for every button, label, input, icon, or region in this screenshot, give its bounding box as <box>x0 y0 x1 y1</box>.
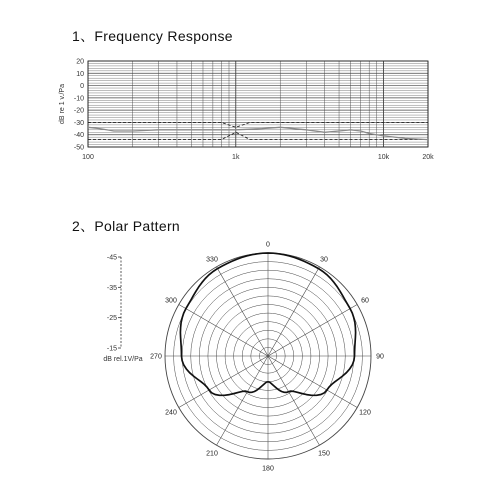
fr-y-tick-label: 20 <box>76 58 84 66</box>
fr-y-tick-label: -20 <box>73 107 84 115</box>
polar-spoke <box>268 356 320 445</box>
polar-angle-label: 270 <box>150 353 162 361</box>
polar-spoke <box>217 356 269 445</box>
polar-angle-label: 180 <box>262 465 274 473</box>
polar-angle-label: 120 <box>359 409 371 417</box>
polar-spoke <box>268 356 357 408</box>
fr-y-tick-label: 10 <box>76 70 84 78</box>
polar-spoke <box>217 267 269 356</box>
polar-scale-tick-label: -15 <box>106 345 117 353</box>
polar-spoke <box>179 356 268 408</box>
polar-angle-label: 60 <box>361 297 369 305</box>
polar-angle-label: 0 <box>266 241 270 249</box>
fr-y-tick-label: -30 <box>73 119 84 127</box>
fr-y-tick-label: -50 <box>73 144 84 152</box>
fr-y-tick-label: -10 <box>73 95 84 103</box>
fr-y-tick-label: 0 <box>80 83 84 91</box>
polar-spoke <box>268 305 357 357</box>
polar-scale-tick-label: -45 <box>106 254 117 262</box>
polar-angle-label: 30 <box>320 256 328 264</box>
polar-spoke <box>268 267 320 356</box>
fr-x-tick-label: 1k <box>232 154 240 161</box>
polar-scale-label: dB rel.1V/Pa <box>103 356 143 363</box>
polar-angle-label: 150 <box>318 450 330 458</box>
polar-spoke <box>179 305 268 357</box>
polar-pattern-title: 2、Polar Pattern <box>72 218 180 234</box>
polar-angle-label: 240 <box>165 409 177 417</box>
polar-angle-label: 330 <box>206 256 218 264</box>
fr-x-tick-label: 20k <box>422 154 434 161</box>
fr-x-tick-label: 100 <box>82 154 94 161</box>
polar-scale-tick-label: -25 <box>106 315 117 323</box>
polar-angle-label: 300 <box>165 297 177 305</box>
fr-y-axis-label: dB re 1 v./Pa <box>59 84 66 124</box>
fr-response-line <box>88 127 428 139</box>
fr-plot-frame <box>88 61 428 147</box>
fr-y-tick-label: -40 <box>73 132 84 140</box>
frequency-response-title: 1、Frequency Response <box>72 28 233 44</box>
fr-tolerance-lower <box>88 132 428 139</box>
fr-x-tick-label: 10k <box>377 154 390 161</box>
polar-angle-label: 210 <box>206 450 218 458</box>
polar-scale-tick-label: -35 <box>106 284 117 292</box>
polar-angle-label: 90 <box>376 353 384 361</box>
